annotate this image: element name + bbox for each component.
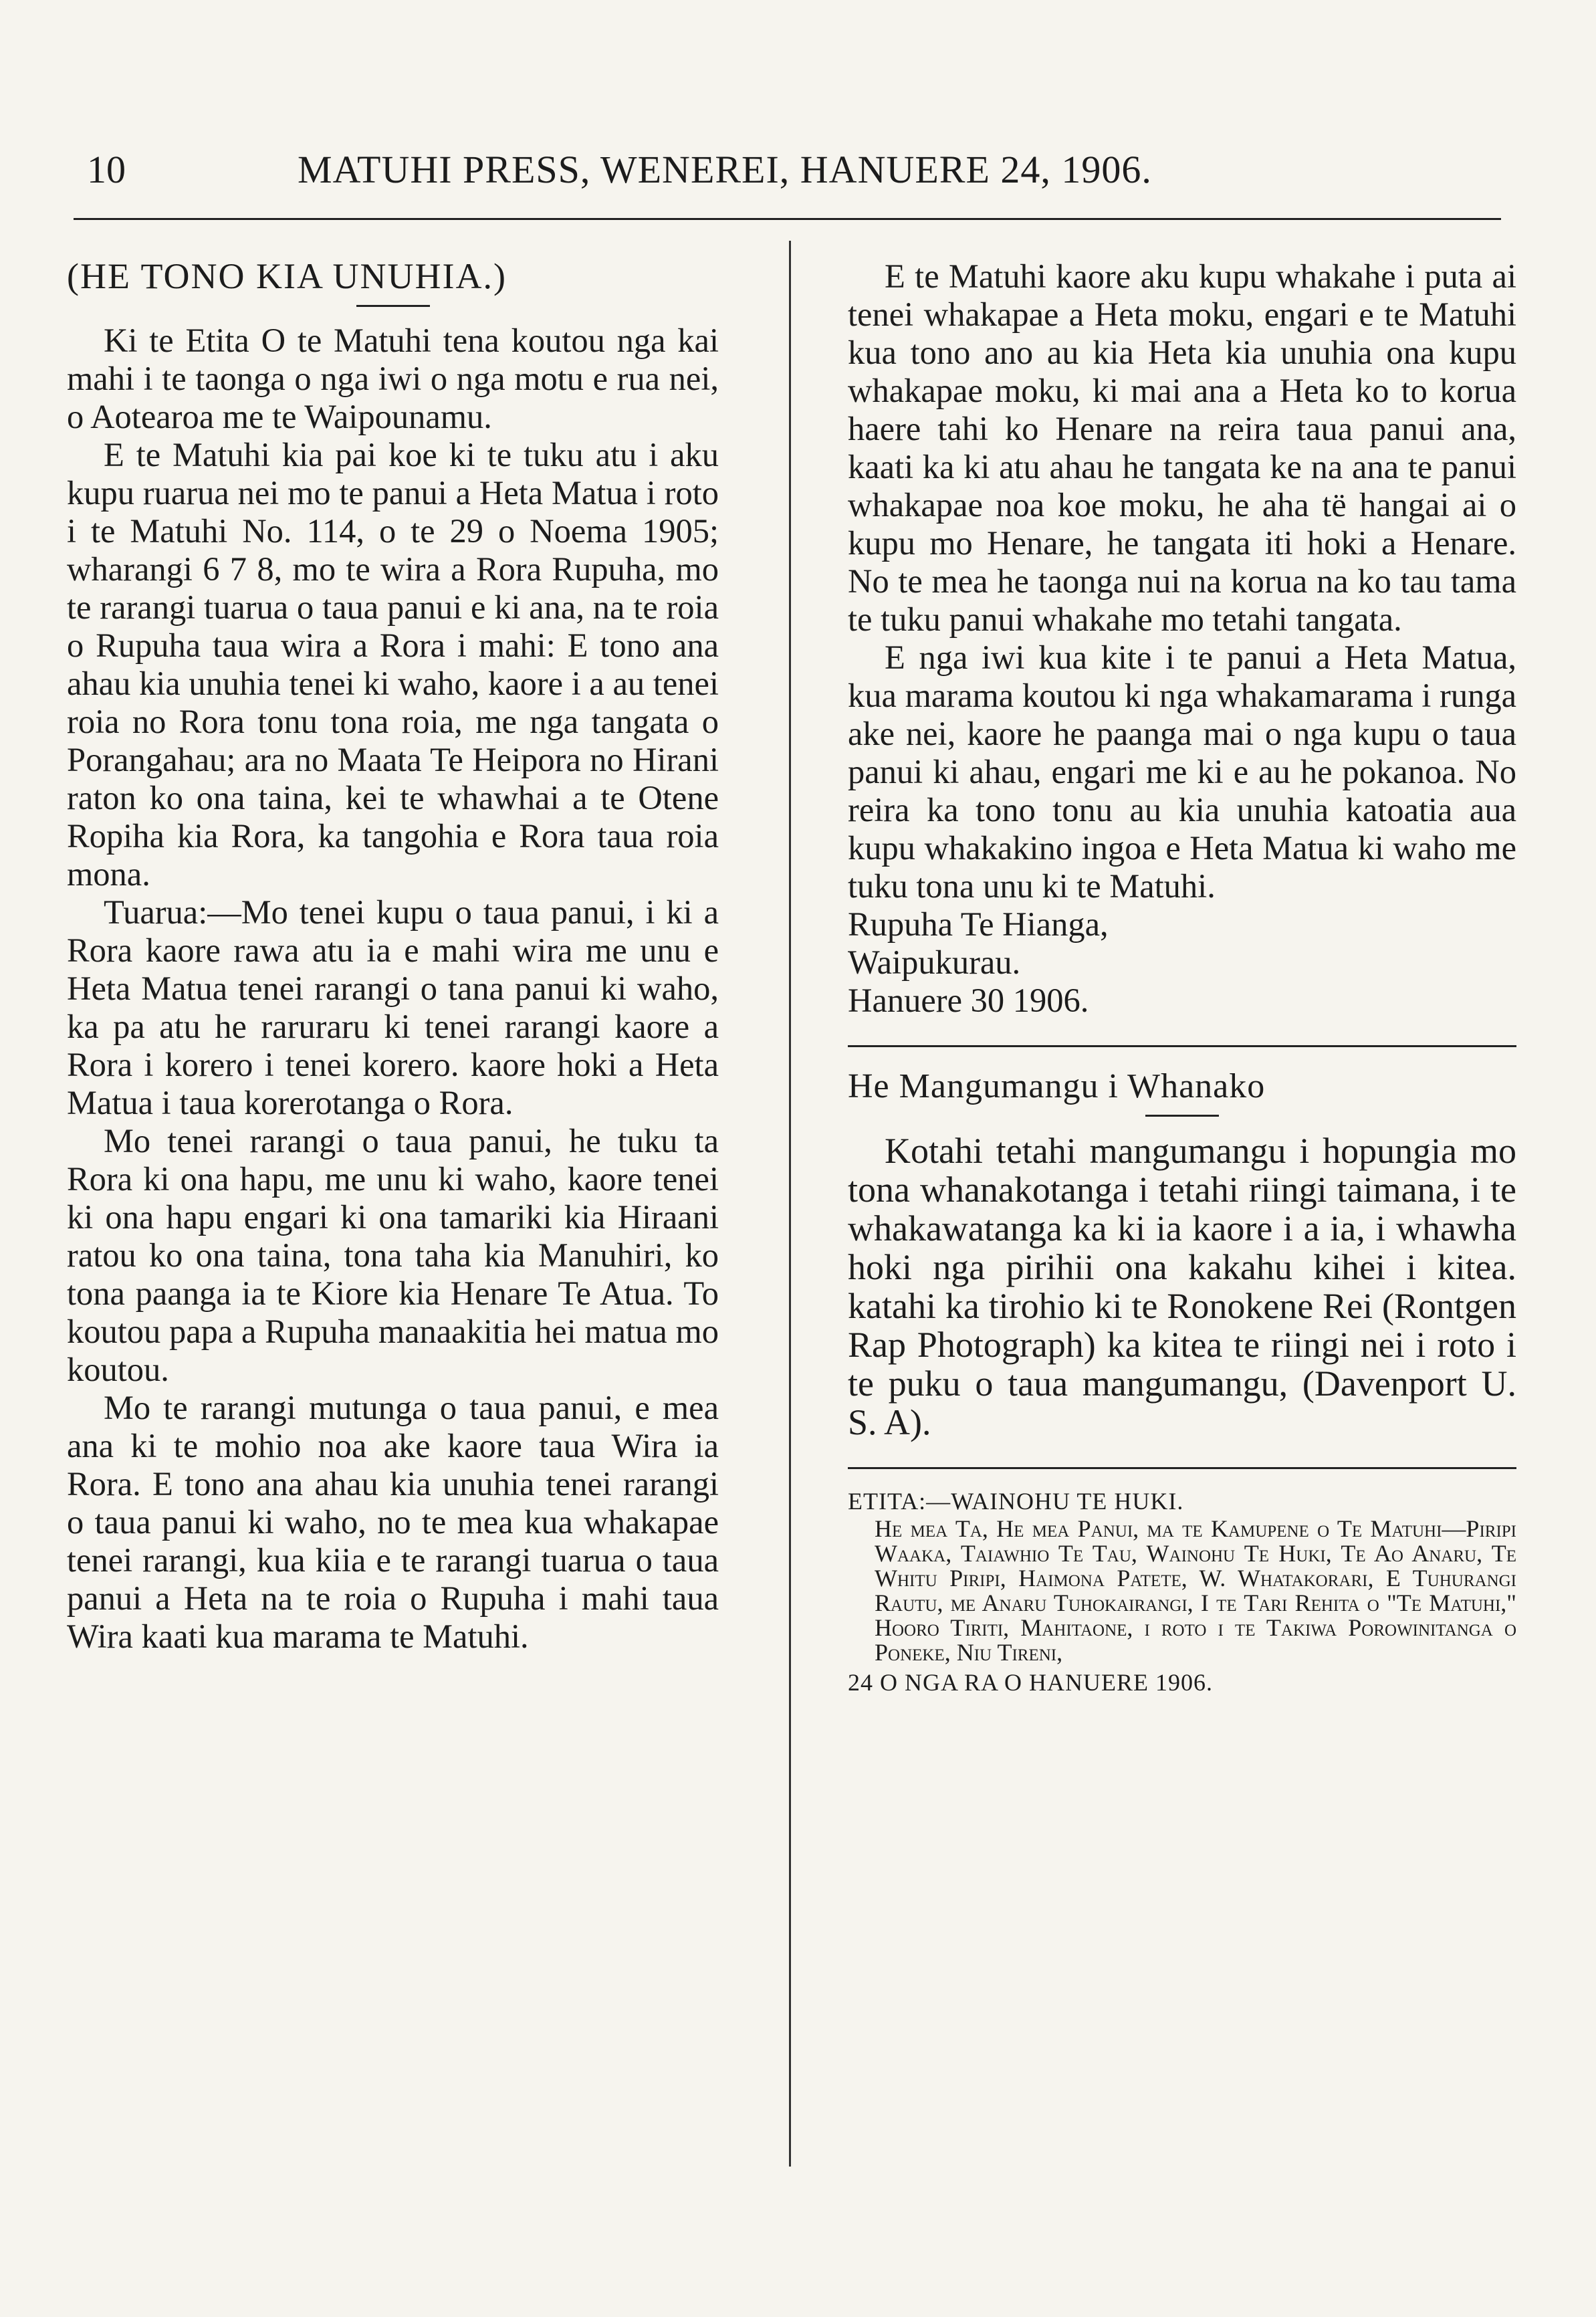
article-title: He Mangumangu i Whanako bbox=[848, 1067, 1266, 1105]
page-header bbox=[74, 147, 1504, 201]
letter-paragraph: Ki te Etita O te Matuhi tena koutou nga kai mahi i te taonga o nga iwi o nga motu e rua nei, o Aotearoa me te Waipounamu. bbox=[67, 322, 719, 435]
imprint bbox=[848, 1489, 1516, 1695]
letter-paragraph: E te Matuhi kaore aku kupu whakahe i puta ai tenei whakapae a Heta moku, engari e te Matuhi kua tono ano au kia Heta kia unuhia ona kupu whakapae moku, ki mai ana a Heta ko to korua haere tahi ko Henare na reira taua panui ana, kaati ka ki atu ahau he tangata ke na ana te panui whakapae noa koe moku, he aha të hangai ai o kupu mo Henare, he tangata iti hoki a Henare. No te mea he taonga nui na korua na ko tau tama te tuku panui whakahe mo tetahi tangata. bbox=[848, 257, 1516, 638]
imprint-editor: ETITA:—WAINOHU TE HUKI. bbox=[848, 1488, 1184, 1515]
article-body: Kotahi tetahi mangumangu i hopungia mo tona whanakotanga i tetahi riingi taimana, i te whakawatanga ka ki ia kaore i a ia, i whawha hoki nga pirihii ona kakahu kihei i kitea. katahi ka tirohio ki te Ronokene Rei (Rontgen Rap Photograph) ka kitea te riingi nei i roto i te puku o taua mangumangu, (Davenport U. S. A). bbox=[848, 1131, 1516, 1442]
header-rule bbox=[74, 218, 1501, 220]
section-rule bbox=[848, 1467, 1516, 1469]
section-rule bbox=[848, 1045, 1516, 1047]
right-column bbox=[848, 257, 1516, 1695]
letter-date: Hanuere 30 1906. bbox=[848, 982, 1089, 1019]
imprint-body: He mea Ta, He mea Panui, ma te Kamupene o Te Matuhi—Piripi Waaka, Taiawhio Te Tau, Wainohu Te Huki, Te Ao Anaru, Te Whitu Piripi, Haimona Patete, W. Whatakorari, E Tuhurangi Rautu, me Anaru Tuhokairangi, I te Tari Rehita o "Te Matuhi," Hooro Tiriti, Mahitaone, i roto i te Takiwa Porowinitanga o Poneke, Niu Tireni, bbox=[875, 1515, 1516, 1666]
signature-place: Waipukurau. bbox=[848, 944, 1021, 981]
letter-paragraph: E te Matuhi kia pai koe ki te tuku atu i aku kupu ruarua nei mo te panui a Heta Matua i roto i te Matuhi No. 114, o te 29 o Noema 1905; wharangi 6 7 8, mo te wira a Rora Rupuha, mo te rarangi tuarua o taua panui e ki ana, na te roia o Rupuha taua wira a Rora i mahi: E tono ana ahau kia unuhia tenei ki waho, kaore i a au tenei roia no Rora tonu tona roia, me nga tangata o Porangahau; ara no Maata Te Heipora no Hirani raton ko ona taina, kei te whawhai a te Otene Ropiha kia Rora, ka tangohia e Rora taua roia mona. bbox=[67, 436, 719, 893]
page-number: 10 bbox=[87, 148, 126, 191]
letter-paragraph: E nga iwi kua kite i te panui a Heta Matua, kua marama koutou ki nga whakamarama i runga ake nei, kaore he paanga mai o nga kupu o taua panui ki ahau, engari me ki e au he pokanoa. No reira ka tono tonu au kia unuhia katoatia aua kupu whakakino ingoa e Heta Matua ki waho me tuku tona unu ki te Matuhi. bbox=[848, 639, 1516, 905]
left-column bbox=[67, 257, 719, 1656]
letter-paragraph: Mo te rarangi mutunga o taua panui, e mea ana ki te mohio noa ake kaore taua Wira ia Rora. E tono ana ahau kia unuhia tenei rarangi o taua panui ki waho, no te mea kua whakapae tenei rarangi, kua kiia e te rarangi tuarua o taua panui a Heta na te roia o Rupuha i mahi taua Wira kaati kua marama te Matuhi. bbox=[67, 1389, 719, 1655]
letter-title: (HE TONO KIA UNUHIA.) bbox=[67, 256, 507, 296]
letter-paragraph: Tuarua:—Mo tenei kupu o taua panui, i ki a Rora kaore rawa atu ia e mahi wira me unu e Heta Matua tenei rarangi o tana panui ki waho, ka pa atu he raruraru ki tenei rarangi kaore a Rora i korero i tenei korero. kaore hoki a Heta Matua i taua korerotanga o Rora. bbox=[67, 893, 719, 1121]
letter-paragraph: Mo tenei rarangi o taua panui, he tuku ta Rora ki ona hapu, me unu ki waho, kaore tenei ki ona hapu engari ki ona tamariki kia Hiraani ratou ko ona taina, tona taha kia Manuhiri, ko tona paanga ia te Kiore kia Henare Te Atua. To koutou papa a Rupuha manaakitia hei matua mo koutou. bbox=[67, 1122, 719, 1388]
signature-name: Rupuha Te Hianga, bbox=[848, 905, 1109, 943]
article-title-rule bbox=[1145, 1115, 1219, 1117]
masthead: MATUHI PRESS, WENEREI, HANUERE 24, 1906. bbox=[298, 148, 1152, 191]
title-rule bbox=[356, 305, 430, 307]
column-divider bbox=[789, 241, 791, 2167]
imprint-date: 24 O NGA RA O HANUERE 1906. bbox=[848, 1669, 1214, 1696]
